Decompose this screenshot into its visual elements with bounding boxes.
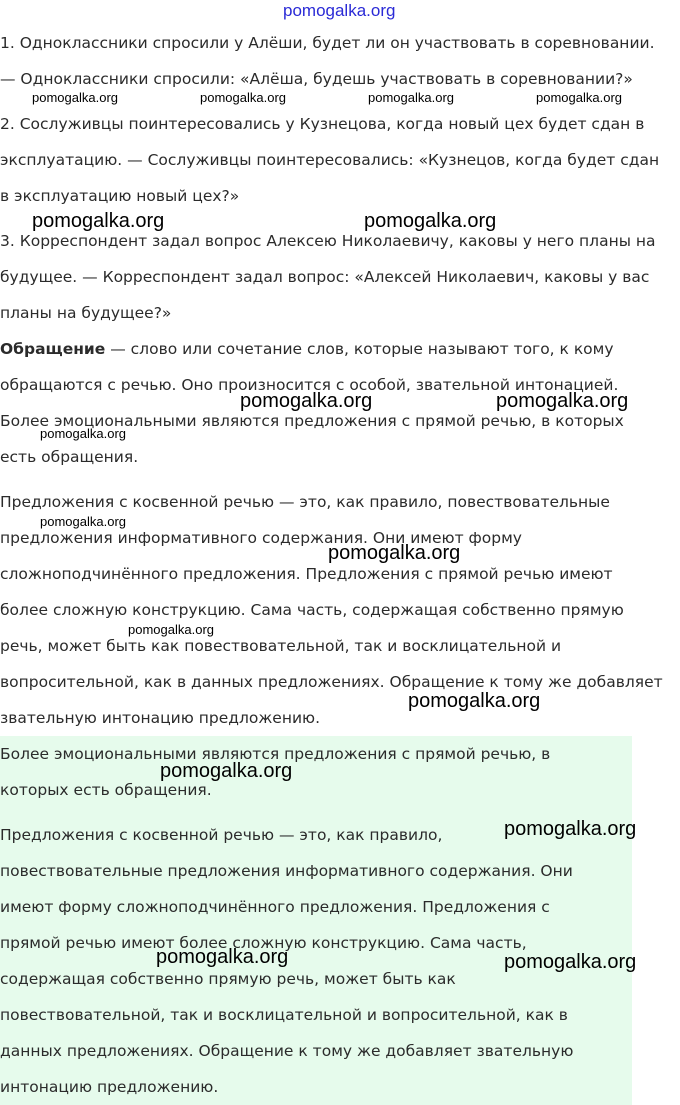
text-line: вопросительной, как в данных предложениях. Обращение к тому же добавляет bbox=[0, 673, 663, 691]
highlighted-line: Более эмоциональными являются предложения с прямой речью, в bbox=[0, 745, 551, 763]
text-line: обращаются с речью. Оно произносится с особой, звательной интонацией. bbox=[0, 376, 619, 394]
highlighted-line: повествовательной, так и восклицательной и вопросительной, как в bbox=[0, 1006, 568, 1024]
definition-text: — слово или сочетание слов, которые называют того, к кому bbox=[105, 340, 614, 358]
term-obrashchenie: Обращение bbox=[0, 340, 106, 358]
text-line: звательную интонацию предложению. bbox=[0, 709, 321, 727]
text-line: в эксплуатацию новый цех?» bbox=[0, 187, 240, 205]
watermark: pomogalka.org bbox=[32, 210, 165, 232]
definition-line bbox=[0, 331, 614, 367]
watermark: pomogalka.org bbox=[200, 90, 286, 105]
highlighted-line: повествовательные предложения информативного содержания. Они bbox=[0, 862, 573, 880]
text-line: будущее. — Корреспондент задал вопрос: «Алексей Николаевич, каковы у вас bbox=[0, 268, 650, 286]
highlighted-line: имеют форму сложноподчинённого предложения. Предложения с bbox=[0, 898, 550, 916]
text-line: сложноподчинённого предложения. Предложения с прямой речью имеют bbox=[0, 565, 613, 583]
text-line: эксплуатацию. — Сослуживцы поинтересовались: «Кузнецов, когда будет сдан bbox=[0, 151, 660, 169]
watermark: pomogalka.org bbox=[368, 90, 454, 105]
watermark: pomogalka.org bbox=[240, 390, 373, 412]
highlighted-line: данных предложениях. Обращение к тому же добавляет звательную bbox=[0, 1042, 574, 1060]
highlighted-line: прямой речью имеют более сложную конструкцию. Сама часть, bbox=[0, 934, 527, 952]
watermark: pomogalka.org bbox=[364, 210, 497, 232]
highlighted-line: Предложения с косвенной речью — это, как правило, bbox=[0, 826, 443, 844]
watermark: pomogalka.org bbox=[156, 946, 289, 968]
watermark: pomogalka.org bbox=[128, 622, 214, 637]
watermark: pomogalka.org bbox=[328, 542, 461, 564]
text-line: предложения информативного содержания. Они имеют форму bbox=[0, 529, 522, 547]
watermark: pomogalka.org bbox=[408, 690, 541, 712]
text-line: 2. Сослуживцы поинтересовались у Кузнецова, когда новый цех будет сдан в bbox=[0, 115, 645, 133]
watermark: pomogalka.org bbox=[496, 390, 629, 412]
text-line: 3. Корреспондент задал вопрос Алексею Николаевичу, каковы у него планы на bbox=[0, 232, 656, 250]
text-line: 1. Одноклассники спросили у Алёши, будет ли он участвовать в соревновании. bbox=[0, 34, 655, 52]
text-line: Более эмоциональными являются предложения с прямой речью, в которых bbox=[0, 412, 624, 430]
text-line: есть обращения. bbox=[0, 448, 139, 466]
watermark: pomogalka.org bbox=[32, 90, 118, 105]
highlighted-line: интонацию предложению. bbox=[0, 1078, 219, 1096]
site-link[interactable]: pomogalka.org bbox=[283, 1, 396, 20]
text-line: Предложения с косвенной речью — это, как правило, повествовательные bbox=[0, 493, 610, 511]
text-line: — Одноклассники спросили: «Алёша, будешь участвовать в соревновании?» bbox=[0, 70, 633, 88]
watermark: pomogalka.org bbox=[40, 514, 126, 529]
watermark: pomogalka.org bbox=[536, 90, 622, 105]
watermark: pomogalka.org bbox=[504, 951, 637, 973]
watermark: pomogalka.org bbox=[504, 818, 637, 840]
highlighted-line: которых есть обращения. bbox=[0, 781, 212, 799]
highlighted-line: содержащая собственно прямую речь, может быть как bbox=[0, 970, 456, 988]
watermark: pomogalka.org bbox=[40, 426, 126, 441]
text-line: речь, может быть как повествовательной, так и восклицательной и bbox=[0, 637, 562, 655]
watermark: pomogalka.org bbox=[160, 760, 293, 782]
text-line: планы на будущее?» bbox=[0, 304, 172, 322]
text-line: более сложную конструкцию. Сама часть, содержащая собственно прямую bbox=[0, 601, 624, 619]
